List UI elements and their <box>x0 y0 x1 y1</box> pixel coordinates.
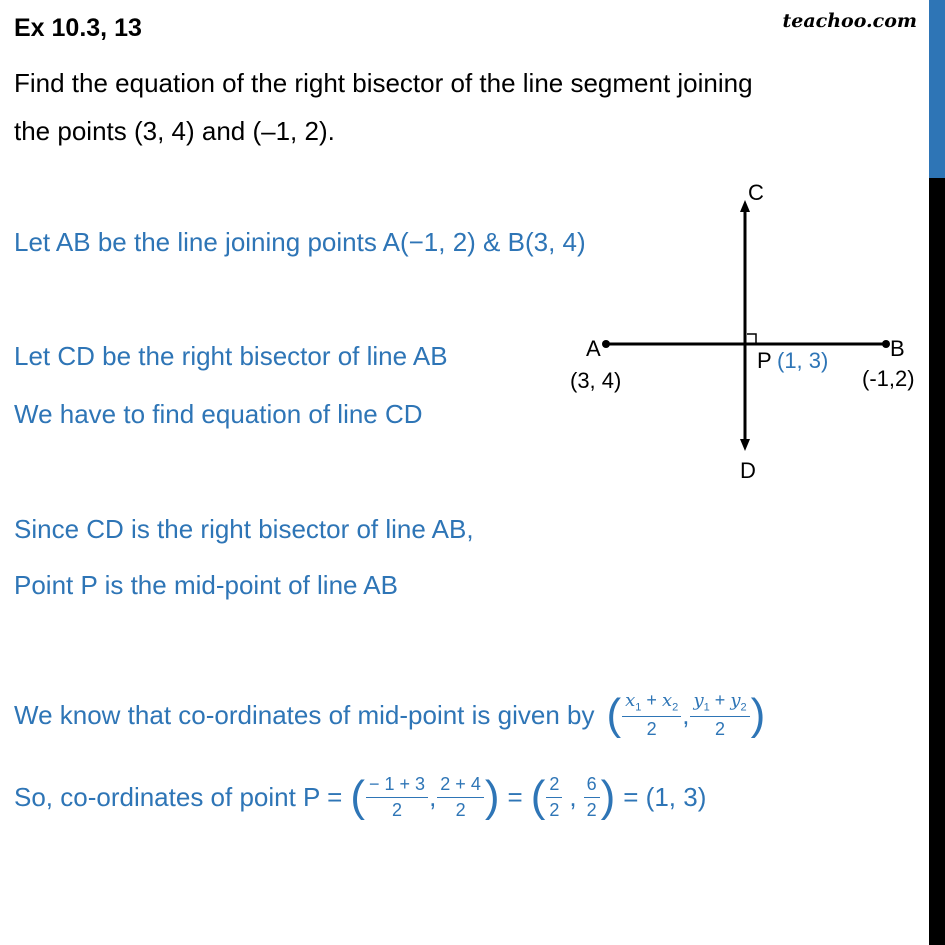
question-line-1: Find the equation of the right bisector of the line segment joining <box>14 68 753 98</box>
label-d: D <box>740 458 756 483</box>
label-b-coord: (-1,2) <box>862 366 915 391</box>
right-angle-marker <box>747 334 756 343</box>
calc-result: = (1, 3) <box>623 782 707 813</box>
formula-y-fraction: $\frac{y_1 + y_2}{2}$ <box>690 690 749 740</box>
question-line-2: the points (3, 4) and (–1, 2). <box>14 116 335 146</box>
solution-step-7: So, co-ordinates of point P = <box>14 782 343 813</box>
arrow-d <box>740 439 750 451</box>
solution-step-6: We know that co-ordinates of mid-point is given by <box>14 699 595 730</box>
solution-step-2: Let CD be the right bisector of line AB <box>14 341 448 371</box>
label-a-coord: (3, 4) <box>570 368 622 393</box>
simplified-y-fraction: $\frac{6}{2}$ <box>584 774 600 820</box>
label-p-coord: (1, 3) <box>777 348 829 373</box>
point-b-dot <box>882 340 890 348</box>
calc-x-fraction: $\frac{- 1 + 3}{2}$ <box>366 774 428 820</box>
midpoint-calculation-line: So, co-ordinates of point P = ( $\frac{- 1 + 3}{2}$ , $\frac{2 + 4}{2}$ ) = ( $\frac{2}{2}$ , $\frac{6}{2}$ ) = (1, 3) <box>14 772 707 822</box>
label-c: C <box>748 180 764 205</box>
close-paren: ) <box>750 689 766 739</box>
label-b: B <box>890 336 905 361</box>
brand-logo: teachoo.com <box>782 10 917 32</box>
formula-x-fraction: $\frac{x_1 + x_2}{2}$ <box>622 690 681 740</box>
solution-step-3: We have to find equation of line CD <box>14 399 423 429</box>
open-paren: ( <box>606 689 622 739</box>
point-a-dot <box>602 340 610 348</box>
label-p: P <box>757 348 772 373</box>
calc-y-fraction: $\frac{2 + 4}{2}$ <box>437 774 484 820</box>
label-a: A <box>586 336 601 361</box>
page-title: Ex 10.3, 13 <box>14 14 142 42</box>
solution-step-1: Let AB be the line joining points A(−1, 2) & B(3, 4) <box>14 227 586 257</box>
simplified-x-fraction: $\frac{2}{2}$ <box>546 774 562 820</box>
midpoint-formula-line: We know that co-ordinates of mid-point is given by ( $\frac{x_1 + x_2}{2}$ , $\frac{y_1 + y_2}{2}$ ) <box>14 689 766 740</box>
solution-step-5: Point P is the mid-point of line AB <box>14 570 398 600</box>
solution-step-4: Since CD is the right bisector of line AB, <box>14 514 474 544</box>
